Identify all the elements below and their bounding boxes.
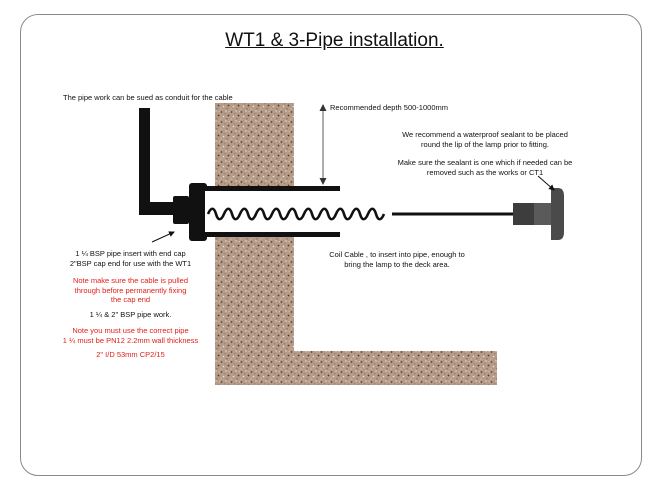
pipe-insert-label: 1 ¼ BSP pipe insert with end cap 2"BSP cap end for use with the WT1 xyxy=(69,249,192,268)
lamp-body xyxy=(513,203,535,225)
pipe-spec-note: 2" I/D 53mm CP2/15 xyxy=(96,350,165,359)
diagram-title: WT1 & 3-Pipe installation. xyxy=(225,30,444,51)
sealant-arrow xyxy=(538,176,554,190)
cap-arrow xyxy=(152,232,174,242)
conduit-pipe xyxy=(139,108,150,208)
coil-cable-label: Coil Cable , to insert into pipe, enough to bring the lamp to the deck area. xyxy=(329,250,465,269)
conduit-label: The pipe work can be sued as conduit for the cable xyxy=(63,93,233,102)
correct-pipe-note: Note you must use the correct pipe 1 ¼ must be PN12 2.2mm wall thickness xyxy=(62,326,199,345)
sealant-label: We recommend a waterproof sealant to be placed round the lip of the lamp prior to fitting. xyxy=(402,130,568,149)
sealant-removable-label: Make sure the sealant is one which if needed can be removed such as the works or CT1 xyxy=(397,158,573,177)
cable-pull-note: Note make sure the cable is pulled through before permanently fixing the cap end xyxy=(72,276,189,304)
depth-label: Recommended depth 500-1000mm xyxy=(330,103,448,112)
pipe-lower-wall xyxy=(205,232,340,237)
pipe-upper-wall xyxy=(205,186,340,191)
pipe-work-label: 1 ¼ & 2" BSP pipe work. xyxy=(89,310,172,319)
lamp-lip xyxy=(551,188,564,240)
end-cap xyxy=(173,196,189,224)
